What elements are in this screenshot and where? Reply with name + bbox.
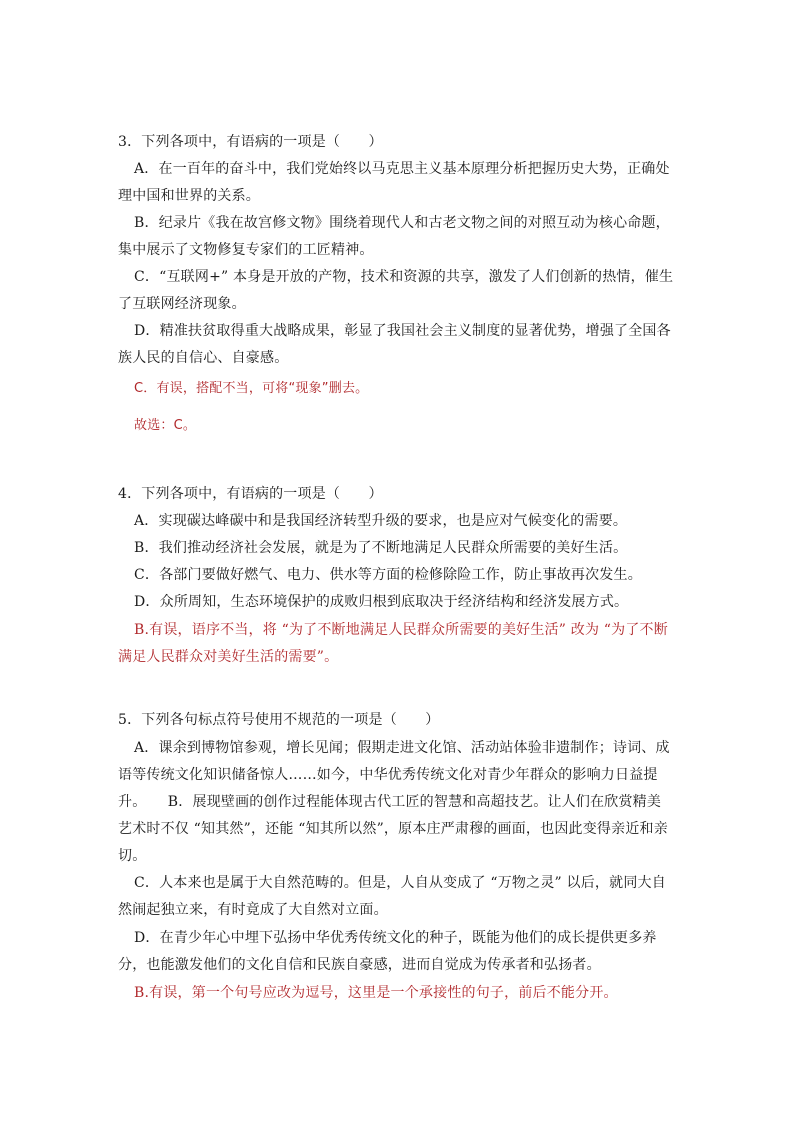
q3-stem: 3．下列各项中，有语病的一项是（ ）	[118, 134, 383, 150]
q3-answer: 故选：C。	[134, 418, 197, 433]
q4-option-c: C．各部门要做好燃气、电力、供水等方面的检修除险工作，防止事故再次发生。	[134, 567, 642, 583]
q5-option-a-line1: A．课余到博物馆参观，增长见闻；假期走进文化馆、活动站体验非遗制作；诗词、成	[134, 740, 670, 756]
q3-analysis: C．有误，搭配不当，可将“现象”删去。	[134, 381, 369, 396]
q4-option-b: B．我们推动经济社会发展，就是为了不断地满足人民群众所需要的美好生活。	[134, 540, 628, 556]
q3-option-b-line1: B．纪录片《我在故宫修文物》围绕着现代人和古老文物之间的对照互动为核心命题，	[134, 215, 670, 231]
q4-option-d: D．众所周知，生态环境保护的成败归根到底取决于经济结构和经济发展方式。	[134, 594, 629, 610]
q3-option-b-line2: 集中展示了文物修复专家们的工匠精神。	[118, 242, 374, 258]
q4-analysis-line2: 满足人民群众对美好生活的需要”。	[118, 649, 339, 665]
q5-option-a-line2: 语等传统文化知识储备惊人……如今，中华优秀传统文化对青少年群众的影响力日益提	[118, 767, 658, 783]
q3-option-a-line2: 理中国和世界的关系。	[118, 188, 260, 204]
q3-option-d-line2: 族人民的自信心、自豪感。	[118, 350, 289, 366]
q5-option-a-line3: 升。 B．展现壁画的创作过程能体现古代工匠的智慧和高超技艺。让人们在欣赏精美	[118, 794, 662, 810]
q3-option-d-line1: D．精准扶贫取得重大战略成果，彰显了我国社会主义制度的显著优势，增强了全国各	[134, 323, 671, 339]
q5-stem: 5．下列各句标点符号使用不规范的一项是（ ）	[118, 712, 440, 728]
q3-option-c-line2: 了互联网经济现象。	[118, 296, 246, 312]
q5-option-d-line2: 分，也能激发他们的文化自信和民族自豪感，进而自觉成为传承者和弘扬者。	[118, 957, 601, 973]
q5-analysis: B.有误，第一个句号应改为逗号，这里是一个承接性的句子，前后不能分开。	[134, 985, 618, 1001]
q3-option-a-line1: A．在一百年的奋斗中，我们党始终以马克思主义基本原理分析把握历史大势，正确处	[134, 161, 670, 177]
q5-option-c-line2: 然闹起独立来，有时竟成了大自然对立面。	[118, 902, 388, 918]
q5-option-d-line1: D．在青少年心中埋下弘扬中华优秀传统文化的种子，既能为他们的成长提供更多养	[134, 930, 657, 946]
q3-option-c-line1: C．“互联网+” 本身是开放的产物，技术和资源的共享，激发了人们创新的热情，催生	[134, 269, 674, 285]
q5-option-c-line1: C．人本来也是属于大自然范畴的。但是，人自从变成了 “万物之灵” 以后，就同大自	[134, 875, 666, 891]
q4-stem: 4．下列各项中，有语病的一项是（ ）	[118, 486, 383, 502]
q5-option-b-line3: 切。	[118, 848, 147, 864]
q5-option-b-line2: 艺术时不仅 “知其然”，还能 “知其所以然”，原本庄严肃穆的画面，也因此变得亲近和亲	[118, 821, 668, 837]
q4-option-a: A．实现碳达峰碳中和是我国经济转型升级的要求，也是应对气候变化的需要。	[134, 513, 628, 529]
q4-analysis-line1: B.有误，语序不当，将 “为了不断地满足人民群众所需要的美好生活” 改为 “为了不断	[134, 622, 668, 638]
